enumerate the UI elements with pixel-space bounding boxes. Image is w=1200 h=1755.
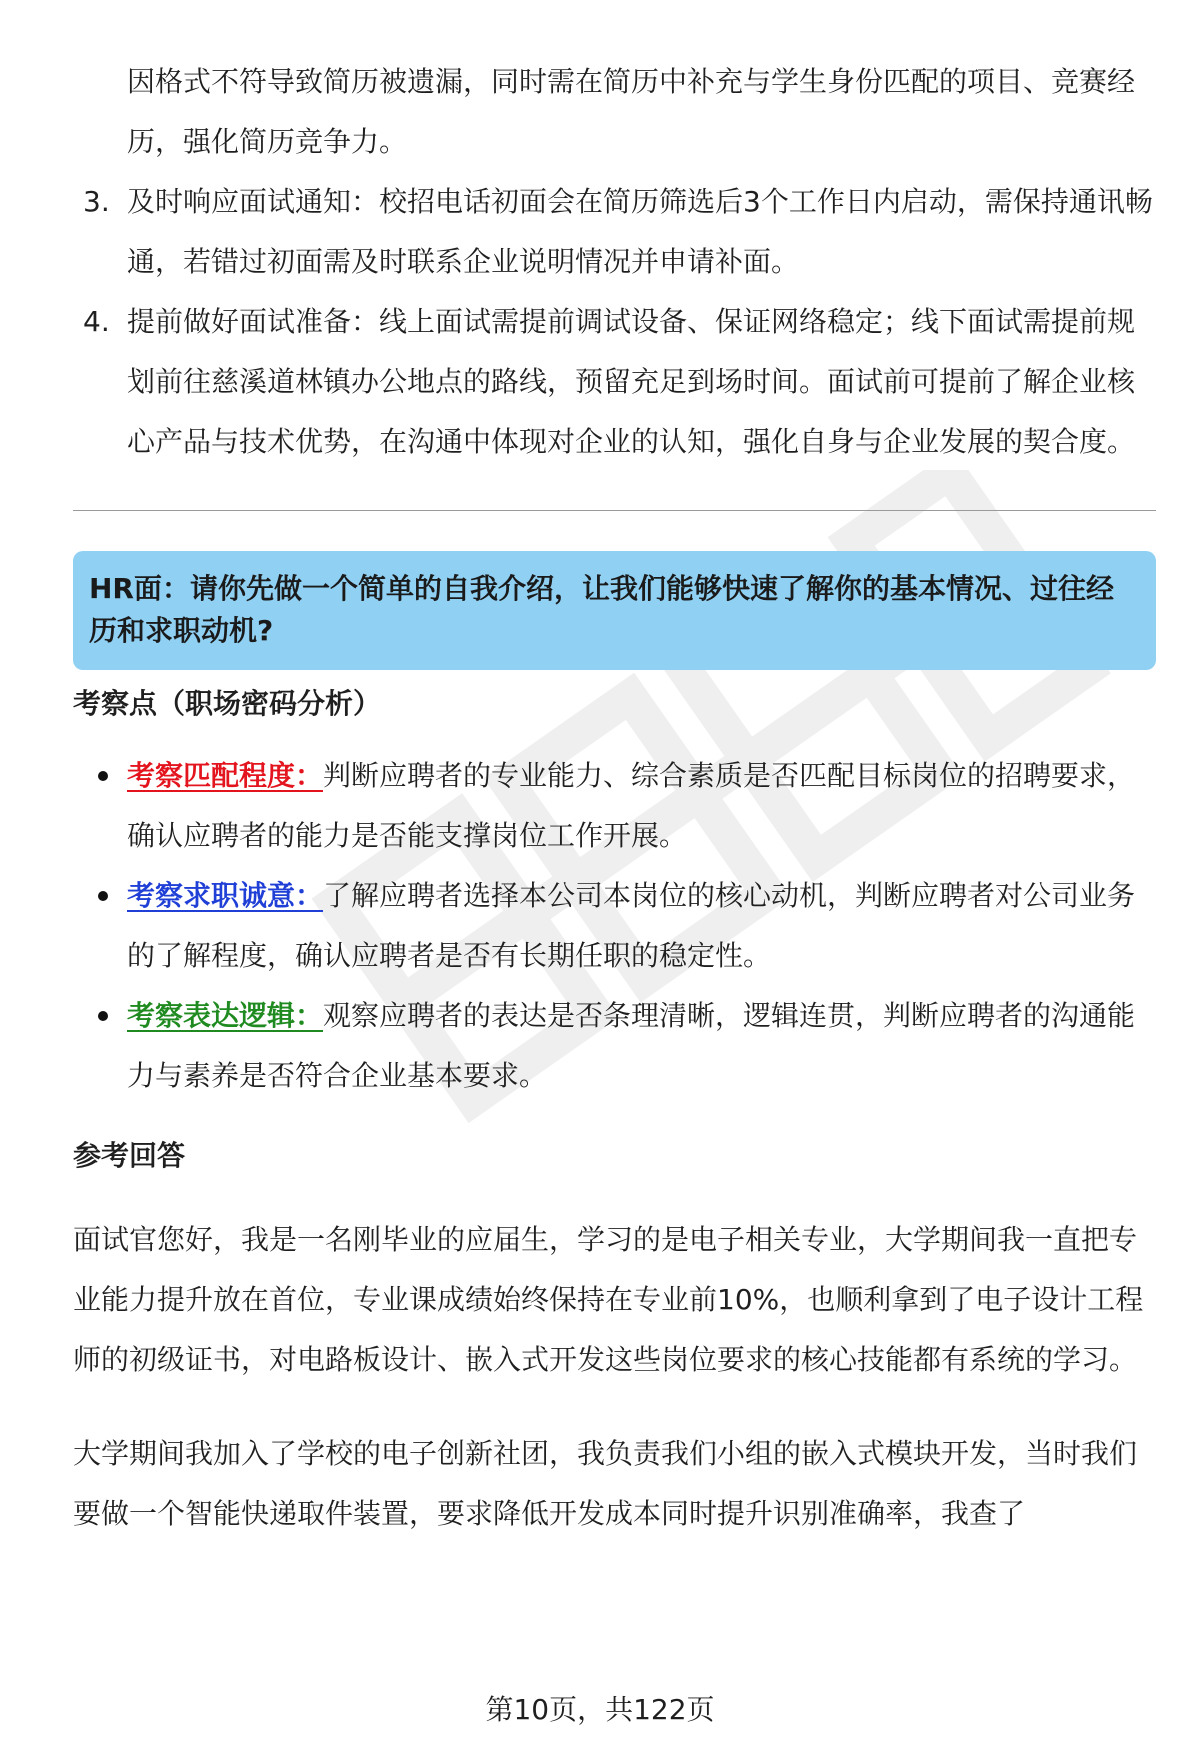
assessment-point xyxy=(73,866,1156,986)
point-label: 考察表达逻辑： xyxy=(127,999,324,1032)
page-footer: 第10页，共122页 xyxy=(485,1693,715,1726)
steps-list xyxy=(73,172,1156,472)
point-text: 判断应聘者的专业能力、综合素质是否匹配目标岗位的招聘要求，确认应聘者的能力是否能支撑岗位工作开展。 xyxy=(127,759,1136,852)
item-number: 3. xyxy=(83,185,110,218)
bullet-icon xyxy=(98,771,108,781)
page-content xyxy=(73,52,1156,1578)
item-text: 及时响应面试通知：校招电话初面会在简历筛选后3个工作日内启动，需保持通讯畅通，若错过初面需及时联系企业说明情况并申请补面。 xyxy=(127,185,1153,278)
answer-paragraph: 面试官您好，我是一名刚毕业的应届生，学习的是电子相关专业，大学期间我一直把专业能力提升放在首位，专业课成绩始终保持在专业前10%，也顺利拿到了电子设计工程师的初级证书，对电路板设计、嵌入式开发这些岗位要求的核心技能都有系统的学习。 xyxy=(73,1223,1144,1376)
assessment-point xyxy=(73,986,1156,1106)
bullet-icon xyxy=(98,891,108,901)
assessment-point xyxy=(73,746,1156,866)
point-text: 了解应聘者选择本公司本岗位的核心动机，判断应聘者对公司业务的了解程度，确认应聘者是否有长期任职的稳定性。 xyxy=(127,879,1136,972)
interview-question-box: HR面：请你先做一个简单的自我介绍，让我们能够快速了解你的基本情况、过往经历和求职动机? xyxy=(73,551,1156,670)
point-text: 观察应聘者的表达是否条理清晰，逻辑连贯，判断应聘者的沟通能力与素养是否符合企业基本要求。 xyxy=(127,999,1136,1092)
point-label: 考察匹配程度： xyxy=(127,759,324,792)
assessment-points-heading: 考察点（职场密码分析） xyxy=(73,687,382,720)
section-divider xyxy=(73,510,1156,511)
item-text: 提前做好面试准备：线上面试需提前调试设备、保证网络稳定；线下面试需提前规划前往慈溪道林镇办公地点的路线，预留充足到场时间。面试前可提前了解企业核心产品与技术优势，在沟通中体现对企业的认知，强化自身与企业发展的契合度。 xyxy=(127,305,1136,458)
bullet-icon xyxy=(98,1011,108,1021)
list-item xyxy=(73,172,1156,292)
reference-answer-heading: 参考回答 xyxy=(73,1139,186,1172)
answer-paragraph: 大学期间我加入了学校的电子创新社团，我负责我们小组的嵌入式模块开发，当时我们要做一个智能快递取件装置，要求降低开发成本同时提升识别准确率，我查了 xyxy=(73,1437,1138,1530)
point-label: 考察求职诚意： xyxy=(127,879,324,912)
list-item xyxy=(73,292,1156,472)
continued-paragraph: 因格式不符导致简历被遗漏，同时需在简历中补充与学生身份匹配的项目、竞赛经历，强化简历竞争力。 xyxy=(127,65,1136,158)
item-number: 4. xyxy=(83,305,110,338)
assessment-points-list xyxy=(73,746,1156,1106)
